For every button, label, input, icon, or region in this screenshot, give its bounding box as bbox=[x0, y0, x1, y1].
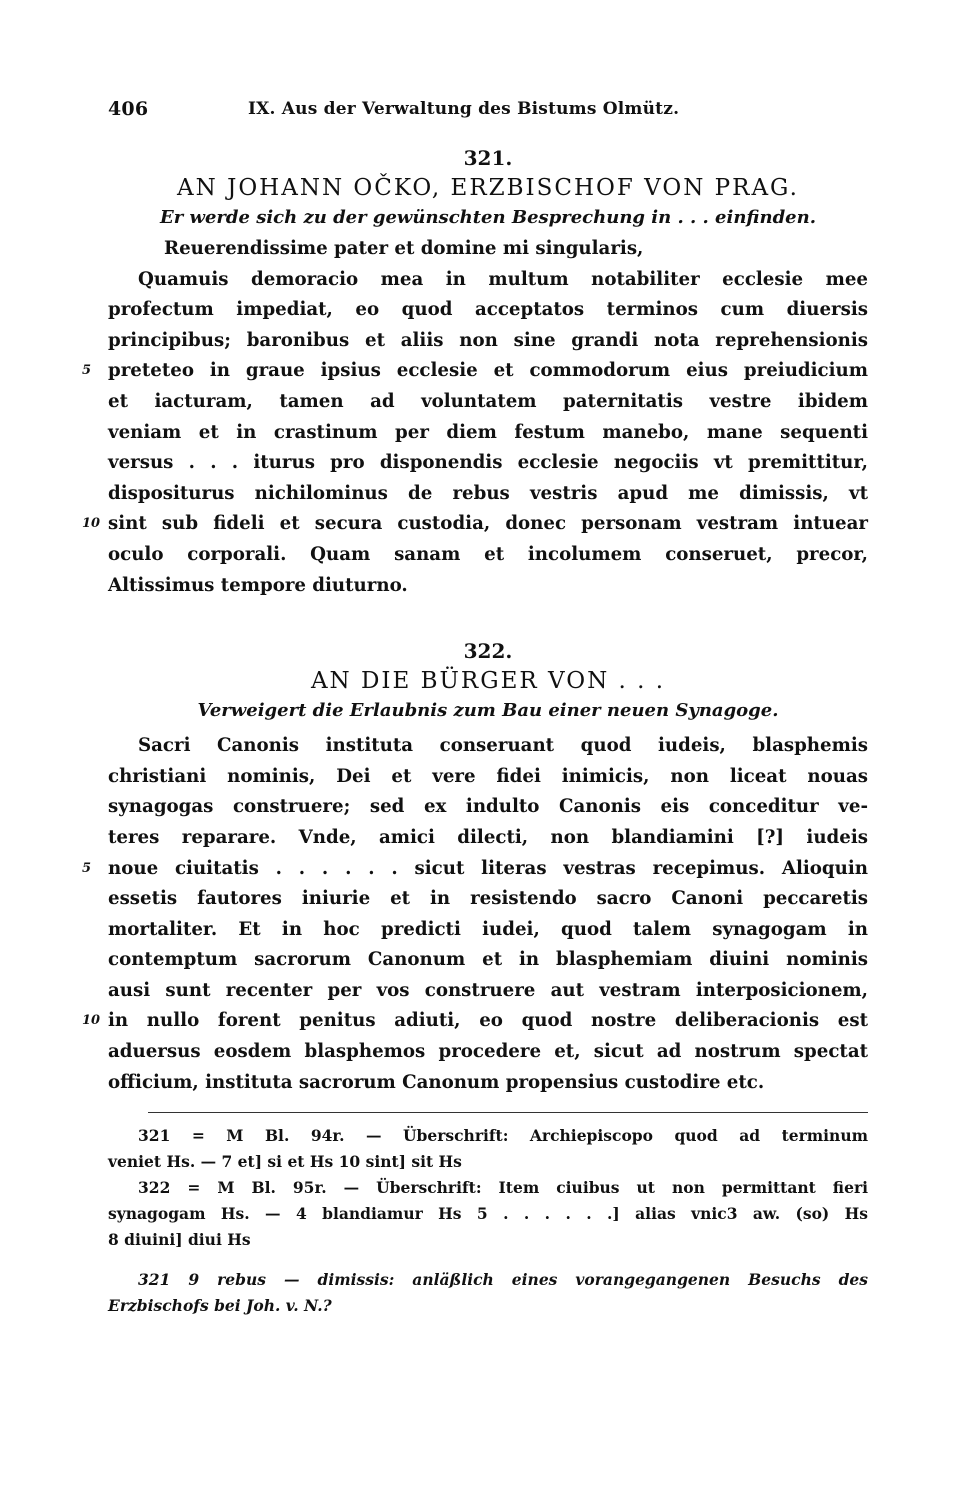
footnote-divider bbox=[148, 1112, 868, 1113]
doc-322-line: essetis fautores iniurie et in resistendo sacro Canoni peccaretis bbox=[108, 888, 868, 910]
doc-321-title: AN JOHANN OČKO, ERZBISCHOF VON PRAG. bbox=[177, 175, 799, 201]
doc-322-line: contemptum sacrorum Canonum et in blasphemiam diuini nominis bbox=[108, 949, 868, 971]
doc-322-line: mortaliter. Et in hoc predicti iudei, quod talem synagogam in bbox=[108, 918, 868, 940]
doc-322-line: aduersus eosdem blasphemos procedere et, sicut ad nostrum spectat bbox=[108, 1041, 868, 1063]
doc-321-line-text: preteteo in graue ipsius ecclesie et commodorum eius preiudicium bbox=[108, 360, 868, 382]
doc-322-line: Sacri Canonis instituta conseruant quod iudeis, blasphemis bbox=[138, 735, 868, 757]
doc-321-line: principibus; baronibus et aliis non sine grandi nota reprehensionis bbox=[108, 329, 868, 351]
section-gap bbox=[108, 601, 868, 639]
doc-321-line: Quamuis demoracio mea in multum notabiliter ecclesie mee bbox=[138, 268, 868, 290]
doc-322-line: christiani nominis, Dei et vere fidei inimicis, non liceat nouas bbox=[108, 765, 868, 787]
line-number-10: 10 bbox=[82, 516, 101, 532]
doc-321-line: veniam et in crastinum per diem festum manebo, mane sequenti bbox=[108, 421, 868, 443]
footnote-line: 321 9 rebus — dimissis: anläßlich eines vorangegangenen Besuchs des bbox=[138, 1270, 868, 1290]
doc-321-line-text: sint sub fideli et secura custodia, donec personam vestram intuear bbox=[108, 513, 868, 535]
running-head bbox=[108, 98, 868, 128]
footnote-line: Erzbischofs bei Joh. v. N.? bbox=[108, 1296, 332, 1316]
doc-322-line-10 bbox=[82, 1006, 868, 1037]
doc-322-line: officium, instituta sacrorum Canonum propensius custodire etc. bbox=[108, 1071, 765, 1093]
doc-321-line: oculo corporali. Quam sanam et incolumem conseruet, precor, bbox=[108, 543, 868, 565]
line-number-10: 10 bbox=[82, 1013, 101, 1029]
footnotes bbox=[108, 1123, 868, 1319]
doc-322-line: synagogas construere; sed ex indulto Canonis eis conceditur ve- bbox=[108, 796, 868, 818]
doc-321-body bbox=[82, 234, 868, 601]
doc-321-line: dispositurus nichilominus de rebus vestris apud me dimissis, vt bbox=[108, 482, 868, 504]
doc-322-body bbox=[82, 731, 868, 1098]
footnote-line: veniet Hs. — 7 et] si et Hs 10 sint] sit Hs bbox=[108, 1152, 462, 1172]
doc-322-title: AN DIE BÜRGER VON . . . bbox=[310, 668, 666, 695]
footnote-gap bbox=[108, 1253, 868, 1267]
line-number-5: 5 bbox=[82, 860, 92, 876]
page bbox=[82, 98, 868, 1319]
doc-321-line-5 bbox=[82, 356, 868, 387]
doc-321-line-10 bbox=[82, 509, 868, 540]
doc-321-line: Altissimus tempore diuturno. bbox=[108, 574, 408, 596]
doc-322-line: teres reparare. Vnde, amici dilecti, non blandiamini [?] iudeis bbox=[108, 826, 868, 848]
doc-322-line: ausi sunt recenter per vos construere aut vestram interposicionem, bbox=[108, 979, 868, 1001]
doc-321-number: 321. bbox=[463, 146, 513, 170]
footnote-line: synagogam Hs. — 4 blandiamur Hs 5 . . . . . .] alias vnic3 aw. (so) Hs bbox=[108, 1204, 868, 1224]
footnote-line: 322 = M Bl. 95r. — Überschrift: Item ciuibus ut non permittant fieri bbox=[138, 1178, 868, 1198]
doc-322-line-text: in nullo forent penitus adiuti, eo quod nostre deliberacionis est bbox=[108, 1010, 868, 1032]
doc-321-subtitle: Er werde sich zu der gewünschten Besprechung in . . . einfinden. bbox=[160, 207, 816, 228]
doc-321-line: profectum impediat, eo quod acceptatos terminos cum diuersis bbox=[108, 299, 868, 321]
doc-322-line-5 bbox=[82, 854, 868, 885]
doc-322-subtitle: Verweigert die Erlaubnis zum Bau einer neuen Synagoge. bbox=[197, 700, 779, 722]
doc-322-line-text: noue ciuitatis . . . . . . sicut literas vestras recepimus. Alioquin bbox=[108, 857, 868, 879]
doc-321-line: versus . . . iturus pro disponendis ecclesie negociis vt premittitur, bbox=[108, 452, 868, 474]
footnote-line: 8 diuini] diui Hs bbox=[108, 1230, 251, 1250]
line-number-5: 5 bbox=[82, 363, 92, 379]
page-number: 406 bbox=[108, 98, 149, 120]
doc-321-line: Reuerendissime pater et domine mi singularis, bbox=[164, 238, 644, 259]
running-title: IX. Aus der Verwaltung des Bistums Olmütz. bbox=[248, 99, 680, 119]
doc-322-number: 322. bbox=[463, 639, 513, 664]
footnote-line: 321 = M Bl. 94r. — Überschrift: Archiepiscopo quod ad terminum bbox=[138, 1126, 868, 1146]
doc-321-line: et iacturam, tamen ad voluntatem paternitatis vestre ibidem bbox=[108, 390, 868, 412]
